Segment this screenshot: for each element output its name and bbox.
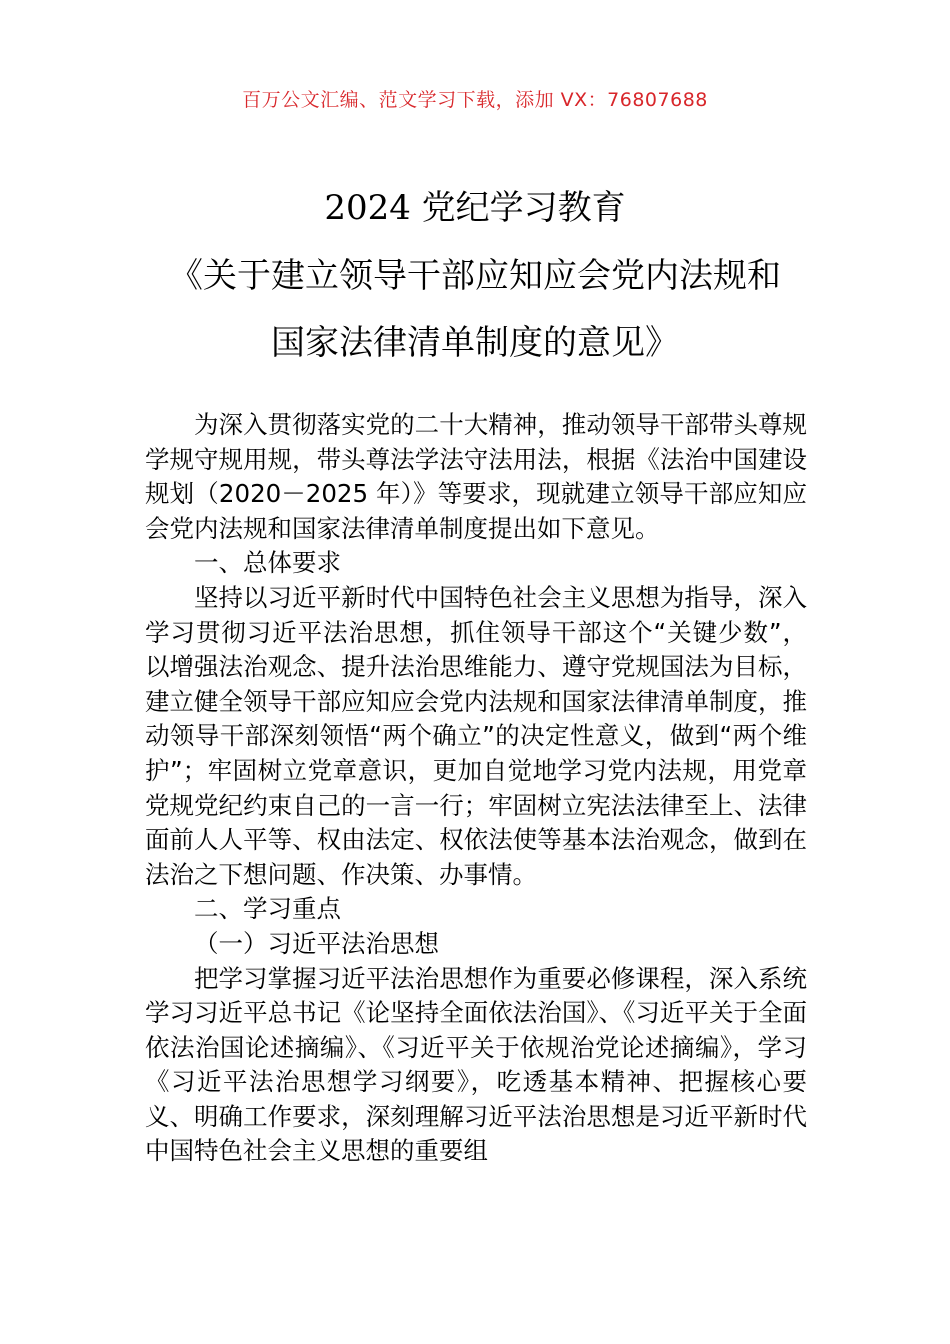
subsection-heading-1: （一）习近平法治思想 <box>194 928 439 958</box>
title-line-2: 《关于建立领导干部应知应会党内法规和 <box>169 256 781 296</box>
intro-paragraph: 为深入贯彻落实党的二十大精神，推动领导干部带头尊规学规守规用规，带头尊法学法守法用法，根据《法治中国建设规划（2020－2025 年）》等要求，现就建立领导干部应知应会党内法规和国家法律清单制度提出如下意见。 <box>145 410 807 543</box>
section-1-paragraph: 坚持以习近平新时代中国特色社会主义思想为指导，深入学习贯彻习近平法治思想，抓住领导干部这个“关键少数”，以增强法治观念、提升法治思维能力、遵守党规国法为目标，建立健全领导干部应知应会党内法规和国家法律清单制度，推动领导干部深刻领悟“两个确立”的决定性意义，做到“两个维护”；牢固树立党章意识，更加自觉地学习党内法规，用党章党规党纪约束自己的一言一行；牢固树立宪法法律至上、法律面前人人平等、权由法定、权依法使等基本法治观念，做到在法治之下想问题、作决策、办事情。 <box>145 582 807 889</box>
title-line-3: 国家法律清单制度的意见》 <box>271 323 679 363</box>
subsection-1-paragraph: 把学习掌握习近平法治思想作为重要必修课程，深入系统学习习近平总书记《论坚持全面依法治国》、《习近平关于全面依法治国论述摘编》、《习近平关于依规治党论述摘编》，学习《习近平法治思想学习纲要》，吃透基本精神、把握核心要义、明确工作要求，深刻理解习近平法治思想是习近平新时代中国特色社会主义思想的重要组 <box>145 963 807 1166</box>
document-body <box>145 408 807 1169</box>
section-heading-2: 二、学习重点 <box>194 894 341 924</box>
title-line-1: 2024 党纪学习教育 <box>324 188 626 228</box>
section-heading-1: 一、总体要求 <box>194 548 341 578</box>
header-note: 百万公文汇编、范文学习下载，添加 VX：76807688 <box>242 89 708 111</box>
